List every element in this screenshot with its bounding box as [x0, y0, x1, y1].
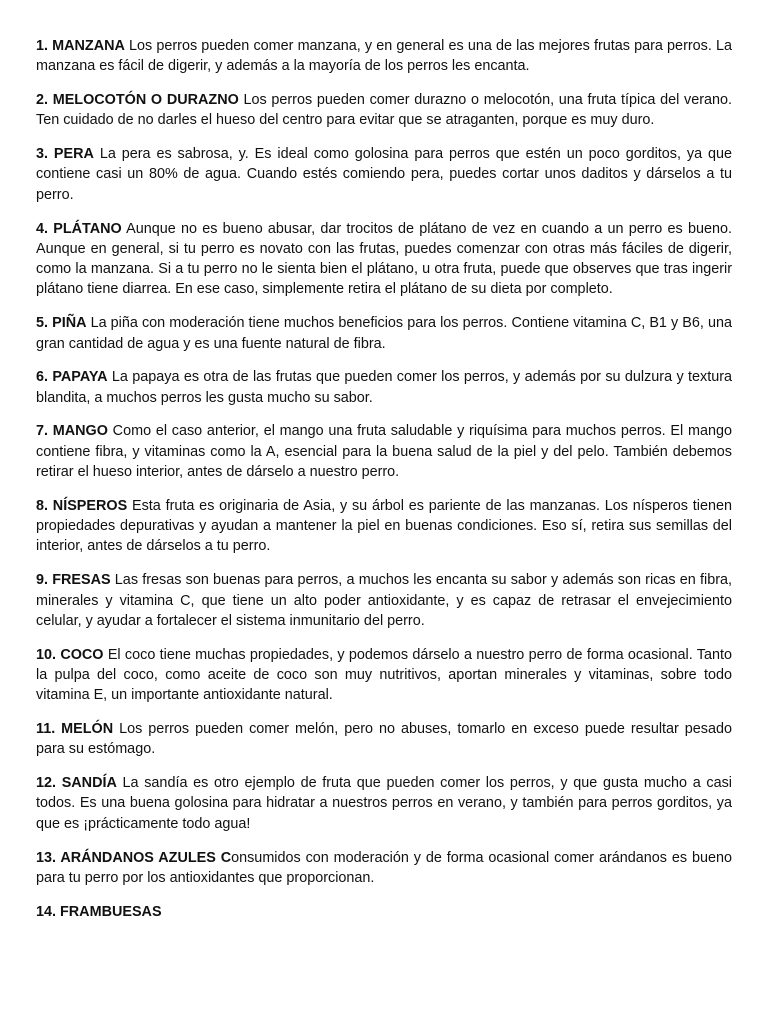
fruit-title: 2. MELOCOTÓN O DURAZNO — [36, 92, 239, 109]
fruit-title: 12. SANDÍA — [36, 775, 117, 792]
fruit-paragraph-fresas — [36, 570, 732, 631]
fruit-paragraph-frambuesas — [36, 902, 732, 922]
fruit-title: 9. FRESAS — [36, 572, 111, 589]
fruit-description: onsumidos con moderación y de forma ocasional comer arándanos es bueno para tu perro por los antioxidantes que proporcionan. — [36, 849, 732, 886]
fruit-description: Esta fruta es originaria de Asia, y su árbol es pariente de las manzanas. Los nísperos tienen propiedades depurativas y ayudan a mantener la piel en buenas condiciones. Eso sí, retira sus semillas del interior, antes de dárselos a tu perro. — [36, 497, 733, 555]
fruit-title: 3. PERA — [36, 146, 94, 163]
fruit-paragraph-sandia — [36, 773, 732, 834]
fruit-description: Como el caso anterior, el mango una fruta saludable y riquísima para muchos perros. El mango contiene fibra, y vitaminas como la A, esencial para la buena salud de la piel y del pelo. También debemos retirar el hueso interior, antes de dárselo a nuestro perro. — [36, 423, 732, 481]
fruit-title: 11. MELÓN — [36, 721, 114, 738]
fruit-description: Los perros pueden comer manzana, y en general es una de las mejores frutas para perros. La manzana es fácil de digerir, y además a la mayoría de los perros les encanta. — [36, 38, 732, 75]
fruit-paragraph-melocoton — [36, 90, 732, 131]
fruit-paragraph-nisperos — [36, 496, 732, 557]
fruit-description: Las fresas son buenas para perros, a muchos les encanta su sabor y además son ricas en fibra, minerales y vitamina C, que tiene un alto poder antioxidante, y es capaz de retrasar el envejecimiento celular, y ayudar a fortalecer el sistema inmunitario del perro. — [36, 572, 732, 629]
fruit-paragraph-pera — [36, 144, 732, 205]
fruit-paragraph-arandanos — [36, 848, 732, 889]
fruit-description: La sandía es otro ejemplo de fruta que pueden comer los perros, y que gusta mucho a casi todos. Es una buena golosina para hidratar a nuestros perros en verano, y también para perros gorditos, ya que es ¡prácticamente todo agua! — [36, 775, 732, 832]
fruit-paragraph-mango — [36, 421, 732, 482]
fruit-description: Los perros pueden comer melón, pero no abuses, tomarlo en exceso puede resultar pesado para su estómago. — [36, 721, 732, 758]
fruit-description: Los perros pueden comer durazno o melocotón, una fruta típica del verano. Ten cuidado de no darles el hueso del centro para evitar que se atraganten, porque es muy duro. — [36, 92, 732, 129]
fruit-title: 5. PIÑA — [36, 315, 87, 332]
fruit-paragraph-manzana — [36, 36, 732, 77]
document-page — [36, 36, 732, 935]
fruit-description: Aunque no es bueno abusar, dar trocitos de plátano de vez en cuando a un perro es bueno. Aunque en general, si tu perro es novato con las frutas, puedes comenzar con otras más fáciles de digerir, como la manzana. Si a tu perro no le sienta bien el plátano, u otra fruta, puede que observes que tras ingerir plátano tiene diarrea. En ese caso, simplemente retira el plátano de su dieta por completo. — [36, 220, 732, 298]
fruit-description: El coco tiene muchas propiedades, y podemos dárselo a nuestro perro de forma ocasional. Tanto la pulpa del coco, como aceite de coco son muy nutritivos, aportan minerales y vitaminas, sobre todo vitamina E, un importante antioxidante natural. — [36, 646, 732, 704]
fruit-paragraph-platano — [36, 219, 732, 300]
fruit-paragraph-papaya — [36, 367, 732, 408]
fruit-title: 10. COCO — [36, 646, 104, 663]
fruit-title: 6. PAPAYA — [36, 369, 108, 386]
fruit-paragraph-coco — [36, 645, 732, 706]
fruit-description: La pera es sabrosa, y. Es ideal como golosina para perros que estén un poco gorditos, ya que contiene casi un 80% de agua. Cuando estés comiendo pera, puedes cortar unos daditos y dárselos a tu perro. — [36, 146, 733, 203]
fruit-title: 4. PLÁTANO — [36, 220, 122, 237]
fruit-paragraph-pina — [36, 313, 732, 354]
fruit-description: La papaya es otra de las frutas que pueden comer los perros, y además por su dulzura y textura blandita, a muchos perros les gusta mucho su sabor. — [36, 369, 732, 406]
fruit-title: 1. MANZANA — [36, 38, 125, 54]
fruit-title: 7. MANGO — [36, 423, 108, 440]
fruit-title: 8. NÍSPEROS — [36, 497, 128, 514]
fruit-paragraph-melon — [36, 719, 732, 760]
fruit-description: La piña con moderación tiene muchos beneficios para los perros. Contiene vitamina C, B1 y B6, una gran cantidad de agua y es una fuente natural de fibra. — [36, 315, 732, 352]
fruit-title: 14. FRAMBUESAS — [36, 903, 162, 920]
fruit-title: 13. ARÁNDANOS AZULES C — [36, 849, 232, 866]
